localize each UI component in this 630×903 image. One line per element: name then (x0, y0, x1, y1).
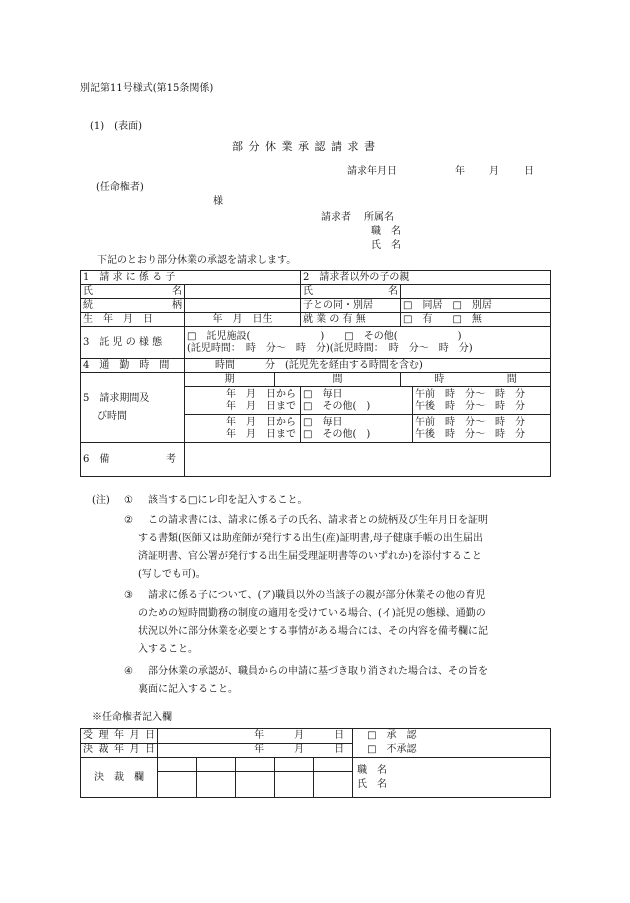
request-table (80, 270, 551, 477)
name-label: 氏 名 (371, 240, 401, 251)
period-to: 年 月 日まで (226, 400, 296, 412)
approve-option[interactable]: □ 承 認 (367, 730, 417, 741)
period-from: 年 月 日から (226, 416, 296, 428)
page-title: 部 分 休 業 承 認 請 求 書 (232, 140, 376, 153)
col-time-b: 間 (506, 373, 517, 385)
remarks-field[interactable] (185, 443, 551, 477)
childcare-line-1: □ 託児施設( ) □ その他( ) (187, 330, 462, 342)
remarks-label-left: 6 備 (83, 453, 110, 465)
remarks-label-right: 考 (166, 453, 176, 465)
other-name-label-left: 氏 (303, 285, 313, 297)
decided-date[interactable] (158, 743, 353, 758)
note-line: 状況以外に部分休業を必要とする事情がある場合には、その内容を備考欄に記 (138, 626, 488, 637)
note-line: (写しでも可)。 (138, 569, 206, 580)
col-time (401, 373, 551, 387)
request-date-year: 年 (455, 166, 465, 177)
period-pm: 午後 時 分～ 時 分 (415, 428, 525, 440)
decision-options[interactable] (353, 729, 551, 758)
decision-stamp-cell[interactable] (314, 758, 353, 772)
decision-stamp-cell[interactable] (158, 772, 197, 798)
relation-label (81, 299, 185, 313)
approver-info[interactable] (353, 758, 551, 798)
received-month: 月 (294, 729, 305, 741)
period-daily: □ 毎日 (303, 416, 343, 428)
decision-stamp-cell[interactable] (197, 758, 236, 772)
remarks-label (81, 443, 185, 477)
received-label: 受理年月日 (81, 729, 158, 744)
relation-field[interactable] (185, 299, 301, 313)
decision-stamp-cell[interactable] (236, 772, 275, 798)
intro-text: 下記のとおり部分休業の承認を請求します。 (97, 255, 297, 266)
approver-name: 氏 名 (357, 778, 388, 790)
decided-month: 月 (294, 744, 305, 756)
birth-value[interactable]: 年 月 日生 (185, 313, 301, 327)
appointer-label: (任命権者) (96, 182, 144, 193)
decision-stamp-cell[interactable] (197, 772, 236, 798)
received-date[interactable] (158, 729, 353, 744)
affiliation-label: 所属名 (364, 212, 394, 223)
note-line: 裏面に記入すること。 (138, 684, 238, 695)
decided-year: 年 (254, 744, 265, 756)
request-date-label: 請求年月日 (347, 166, 397, 177)
cohabit-label: 子との同・別居 (301, 299, 401, 313)
sama-label: 様 (213, 196, 223, 207)
birth-label: 生 年 月 日 (81, 313, 185, 327)
note-line: 済証明書、官公署が発行する出生届受理証明書等のいずれか)を添付すること (138, 551, 482, 562)
relation-label-right: 柄 (172, 299, 182, 311)
authority-table (80, 728, 551, 798)
period-frequency[interactable] (301, 415, 413, 443)
note-number: ① (124, 495, 133, 506)
authority-heading: ※任命権者記入欄 (92, 712, 172, 723)
received-day: 日 (334, 729, 345, 741)
child-name-label-left: 氏 (83, 285, 93, 297)
childcare-line-2: (託児時間： 時 分～ 時 分)(託児時間： 時 分～ 時 分) (187, 342, 473, 354)
approver-position: 職 名 (357, 764, 388, 776)
decision-stamp-cell[interactable] (158, 758, 197, 772)
childcare-label: 3 託 児 の 様 態 (81, 327, 185, 359)
child-header: 1 請 求 に 係 る 子 (81, 271, 301, 285)
note-number: ④ (124, 666, 133, 677)
period-label (81, 373, 185, 443)
other-name-field[interactable] (401, 285, 551, 299)
note-line: する書類(医師又は助産師が発行する出生(産)証明書,母子健康手帳の出生届出 (138, 533, 483, 544)
note-line: 該当する□にレ印を記入すること。 (148, 495, 308, 506)
child-name-label (81, 285, 185, 299)
child-name-label-right: 名 (172, 285, 182, 297)
notes-prefix: (注) (92, 495, 110, 506)
period-dates[interactable] (185, 387, 301, 415)
work-label: 就 業 の 有 無 (301, 313, 401, 327)
period-am: 午前 時 分～ 時 分 (415, 416, 525, 428)
other-name-label-right: 名 (388, 285, 398, 297)
period-frequency[interactable] (301, 387, 413, 415)
note-line: 部分休業の承認が、職員からの申請に基づき取り消された場合は、その旨を (148, 666, 488, 677)
received-year: 年 (254, 729, 265, 741)
period-pm: 午後 時 分～ 時 分 (415, 400, 525, 412)
request-date-day: 日 (524, 166, 534, 177)
childcare-cell[interactable] (185, 327, 551, 359)
requester-label: 請求者 (321, 212, 351, 223)
note-line: 請求に係る子について、(ア)職員以外の当該子の親が部分休業その他の育児 (148, 590, 486, 601)
other-name-label (301, 285, 401, 299)
request-date-month: 月 (489, 166, 499, 177)
decision-stamp-cell[interactable] (275, 758, 314, 772)
form-id: 別記第11号様式(第15条関係) (80, 83, 214, 94)
child-name-field[interactable] (185, 285, 301, 299)
col-time-a: 時 (434, 373, 445, 385)
period-label-line-1: 5 請求期間及 (83, 392, 150, 404)
period-times[interactable] (413, 387, 551, 415)
period-from: 年 月 日から (226, 388, 296, 400)
commute-value[interactable]: 時間 分 (託児先を経由する時間を含む) (185, 359, 551, 373)
note-line: 入すること。 (138, 644, 198, 655)
other-parent-header: 2 請求者以外の子の親 (301, 271, 551, 285)
position-label: 職 名 (371, 226, 401, 237)
period-times[interactable] (413, 415, 551, 443)
reject-option[interactable]: □ 不承認 (367, 744, 417, 755)
period-dates[interactable] (185, 415, 301, 443)
commute-label: 4 通 勤 時 間 (81, 359, 185, 373)
period-to: 年 月 日まで (226, 428, 296, 440)
decision-stamp-cell[interactable] (236, 758, 275, 772)
period-daily: □ 毎日 (303, 388, 343, 400)
period-am: 午前 時 分～ 時 分 (415, 388, 525, 400)
period-other: □ その他( ) (303, 400, 371, 412)
col-interval: 間 (275, 373, 401, 387)
decided-label: 決裁年月日 (81, 743, 158, 758)
note-line: この請求書には、請求に係る子の氏名、請求者との続柄及び生年月日を証明 (148, 515, 488, 526)
work-options[interactable]: □ 有 □ 無 (401, 313, 551, 327)
relation-label-left: 続 (83, 299, 93, 311)
note-line: のための短時間勤務の制度の適用を受けている場合、(イ)託児の態様、通勤の (138, 608, 486, 619)
cohabit-options[interactable]: □ 同居 □ 別居 (401, 299, 551, 313)
period-label-line-2: び時間 (97, 410, 127, 422)
form-side: (1) (表面) (90, 121, 142, 132)
decided-day: 日 (334, 744, 345, 756)
note-number: ③ (124, 590, 133, 601)
period-other: □ その他( ) (303, 428, 371, 440)
col-period: 期 (185, 373, 275, 387)
decision-stamp-cell[interactable] (275, 772, 314, 798)
decision-stamp-cell[interactable] (314, 772, 353, 798)
note-number: ② (124, 515, 133, 526)
decision-label: 決 裁 欄 (81, 758, 158, 798)
